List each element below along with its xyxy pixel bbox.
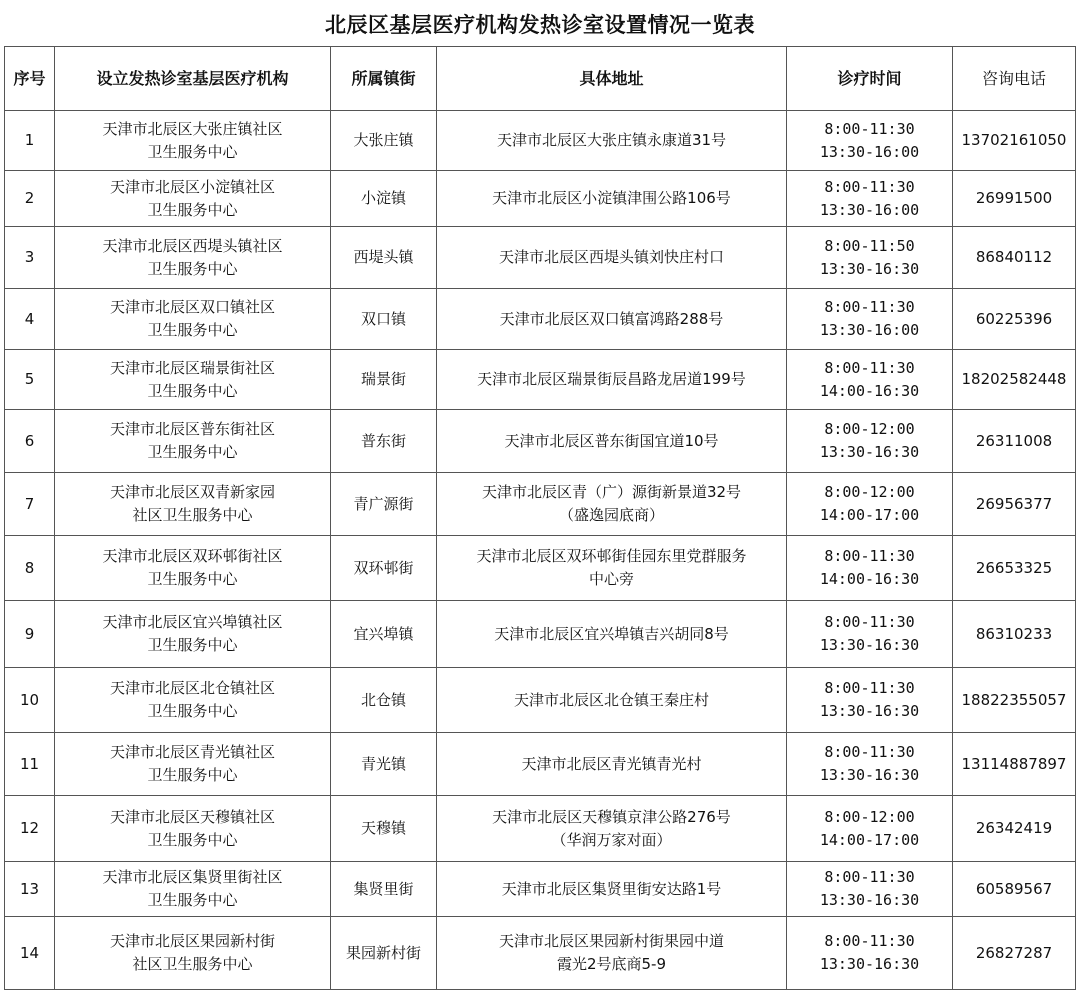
institution-name-line: 卫生服务中心 xyxy=(147,702,238,720)
institution-name-line: 天津市北辰区双青新家园 xyxy=(109,483,275,501)
phone-number: 26991500 xyxy=(953,171,1076,227)
row-number: 12 xyxy=(5,796,55,862)
address-line: 天津市北辰区天穆镇京津公路276号 xyxy=(492,807,731,826)
clinic-hours-line: 8:00-11:30 xyxy=(824,177,915,196)
address xyxy=(437,668,787,733)
clinic-hours-line: 8:00-12:00 xyxy=(824,483,915,501)
institution-name xyxy=(55,350,331,410)
town-name: 集贤里街 xyxy=(331,862,437,917)
address-line: 天津市北辰区双口镇富鸿路288号 xyxy=(499,309,724,328)
row-number: 1 xyxy=(5,111,55,171)
phone-number: 13702161050 xyxy=(953,111,1076,171)
table-row xyxy=(5,862,1076,917)
address xyxy=(437,410,787,473)
address xyxy=(437,536,787,601)
clinic-hours-line: 13:30-16:00 xyxy=(819,321,920,339)
institution-name-line: 卫生服务中心 xyxy=(147,443,238,461)
address-line: 天津市北辰区宜兴埠镇吉兴胡同8号 xyxy=(494,624,729,643)
address-line: （盛逸园底商） xyxy=(558,506,664,524)
clinic-hours xyxy=(787,111,953,171)
clinic-hours-line: 14:00-16:30 xyxy=(819,381,920,400)
address-line: 天津市北辰区北仓镇王秦庄村 xyxy=(513,690,709,709)
address xyxy=(437,917,787,990)
town-name: 青光镇 xyxy=(331,733,437,796)
table-row xyxy=(5,796,1076,862)
clinic-hours-line: 8:00-11:30 xyxy=(824,119,915,138)
clinic-hours xyxy=(787,917,953,990)
institution-name xyxy=(55,536,331,601)
clinic-hours-line: 13:30-16:30 xyxy=(819,443,920,461)
phone-number: 13114887897 xyxy=(953,733,1076,796)
clinic-hours-line: 13:30-16:30 xyxy=(819,766,920,784)
address xyxy=(437,473,787,536)
clinic-hours-line: 8:00-11:30 xyxy=(824,868,915,886)
table-row xyxy=(5,410,1076,473)
table-row xyxy=(5,536,1076,601)
table-title: 北辰区基层医疗机构发热诊室设置情况一览表 xyxy=(325,12,755,37)
address-line: 天津市北辰区青（广）源街新景道32号 xyxy=(481,483,742,501)
clinic-hours xyxy=(787,473,953,536)
clinic-hours xyxy=(787,350,953,410)
phone-number: 18822355057 xyxy=(953,668,1076,733)
address xyxy=(437,289,787,350)
header-address: 具体地址 xyxy=(437,47,787,111)
address xyxy=(437,171,787,227)
clinic-hours xyxy=(787,796,953,862)
address-line: 中心旁 xyxy=(588,570,634,588)
town-name: 双环邨街 xyxy=(331,536,437,601)
table-row xyxy=(5,171,1076,227)
clinic-hours-line: 8:00-11:50 xyxy=(824,236,915,255)
institution-name-line: 社区卫生服务中心 xyxy=(132,506,253,524)
table-row xyxy=(5,289,1076,350)
institution-name xyxy=(55,668,331,733)
institution-name-line: 天津市北辰区西堤头镇社区 xyxy=(102,236,283,255)
institution-name-line: 天津市北辰区果园新村街 xyxy=(109,932,275,950)
town-name: 果园新村街 xyxy=(331,917,437,990)
address xyxy=(437,111,787,171)
clinic-hours-line: 8:00-11:30 xyxy=(824,613,915,631)
institution-name-line: 天津市北辰区天穆镇社区 xyxy=(109,807,275,826)
clinic-hours xyxy=(787,171,953,227)
institution-name-line: 卫生服务中心 xyxy=(147,381,238,400)
clinic-hours-line: 8:00-11:30 xyxy=(824,358,915,377)
row-number: 13 xyxy=(5,862,55,917)
clinic-hours xyxy=(787,733,953,796)
institution-name xyxy=(55,289,331,350)
header-row xyxy=(5,47,1076,111)
clinic-hours xyxy=(787,862,953,917)
table-row xyxy=(5,111,1076,171)
clinic-hours-line: 8:00-12:00 xyxy=(824,420,915,438)
institution-name-line: 卫生服务中心 xyxy=(147,142,238,161)
institution-name-line: 卫生服务中心 xyxy=(147,259,238,278)
town-name: 天穆镇 xyxy=(331,796,437,862)
address xyxy=(437,350,787,410)
town-name: 普东街 xyxy=(331,410,437,473)
institution-name-line: 天津市北辰区双口镇社区 xyxy=(109,298,275,316)
institution-name xyxy=(55,796,331,862)
row-number: 3 xyxy=(5,227,55,289)
institution-name-line: 卫生服务中心 xyxy=(147,636,238,654)
address-line: （华润万家对面） xyxy=(551,830,672,849)
address-line: 天津市北辰区瑞景街辰昌路龙居道199号 xyxy=(477,370,746,388)
phone-number: 26311008 xyxy=(953,410,1076,473)
phone-number: 18202582448 xyxy=(953,350,1076,410)
institution-name-line: 天津市北辰区北仓镇社区 xyxy=(109,679,275,697)
town-name: 青广源街 xyxy=(331,473,437,536)
address-line: 天津市北辰区果园新村街果园中道 xyxy=(498,932,724,950)
clinic-hours xyxy=(787,227,953,289)
clinic-hours-line: 8:00-12:00 xyxy=(824,807,915,826)
institution-name-line: 天津市北辰区双环邨街社区 xyxy=(102,547,283,565)
institution-name-line: 天津市北辰区青光镇社区 xyxy=(109,743,275,761)
address-line: 天津市北辰区大张庄镇永康道31号 xyxy=(496,131,727,149)
header-no: 序号 xyxy=(5,47,55,111)
institution-name-line: 卫生服务中心 xyxy=(147,200,238,219)
address xyxy=(437,227,787,289)
address-line: 天津市北辰区双环邨街佳园东里党群服务 xyxy=(476,547,747,565)
phone-number: 26653325 xyxy=(953,536,1076,601)
header-town: 所属镇街 xyxy=(331,47,437,111)
phone-number: 86840112 xyxy=(953,227,1076,289)
town-name: 瑞景街 xyxy=(331,350,437,410)
institution-name-line: 社区卫生服务中心 xyxy=(132,955,253,973)
institution-name xyxy=(55,410,331,473)
phone-number: 26342419 xyxy=(953,796,1076,862)
phone-number: 86310233 xyxy=(953,601,1076,668)
header-phone: 咨询电话 xyxy=(953,47,1076,111)
clinic-hours xyxy=(787,536,953,601)
institution-name-line: 天津市北辰区普东街社区 xyxy=(109,420,275,438)
address-line: 天津市北辰区西堤头镇刘快庄村口 xyxy=(498,248,724,266)
row-number: 14 xyxy=(5,917,55,990)
clinic-hours xyxy=(787,668,953,733)
institution-name xyxy=(55,473,331,536)
clinic-hours-line: 8:00-11:30 xyxy=(824,679,915,697)
address-line: 天津市北辰区集贤里街安达路1号 xyxy=(501,879,722,898)
clinic-hours-line: 13:30-16:30 xyxy=(819,955,920,973)
clinic-hours-line: 8:00-11:30 xyxy=(824,743,915,761)
clinic-hours-line: 13:30-16:30 xyxy=(819,702,920,720)
institution-name-line: 天津市北辰区大张庄镇社区 xyxy=(102,119,283,138)
institution-name xyxy=(55,601,331,668)
institution-name-line: 天津市北辰区瑞景街社区 xyxy=(109,358,275,377)
address xyxy=(437,601,787,668)
address-line: 天津市北辰区普东街国宜道10号 xyxy=(504,431,719,450)
phone-number: 26956377 xyxy=(953,473,1076,536)
clinic-hours-line: 13:30-16:30 xyxy=(819,891,920,909)
clinic-hours-line: 14:00-16:30 xyxy=(819,570,920,588)
institution-name xyxy=(55,917,331,990)
town-name: 北仓镇 xyxy=(331,668,437,733)
table-row xyxy=(5,917,1076,990)
row-number: 11 xyxy=(5,733,55,796)
table-row xyxy=(5,668,1076,733)
table-row xyxy=(5,350,1076,410)
table-row xyxy=(5,733,1076,796)
table-body xyxy=(5,111,1076,990)
town-name: 宜兴埠镇 xyxy=(331,601,437,668)
institution-name xyxy=(55,733,331,796)
address xyxy=(437,733,787,796)
town-name: 大张庄镇 xyxy=(331,111,437,171)
institution-name xyxy=(55,111,331,171)
row-number: 10 xyxy=(5,668,55,733)
row-number: 2 xyxy=(5,171,55,227)
clinic-hours xyxy=(787,289,953,350)
table-row xyxy=(5,227,1076,289)
header-institution: 设立发热诊室基层医疗机构 xyxy=(55,47,331,111)
clinic-hours-line: 13:30-16:30 xyxy=(819,259,920,278)
clinic-hours-line: 13:30-16:00 xyxy=(819,142,920,161)
institution-name xyxy=(55,862,331,917)
institution-name-line: 卫生服务中心 xyxy=(147,321,238,339)
institution-name xyxy=(55,171,331,227)
phone-number: 60225396 xyxy=(953,289,1076,350)
clinic-hours xyxy=(787,410,953,473)
institution-name-line: 卫生服务中心 xyxy=(147,891,238,909)
institution-name-line: 天津市北辰区集贤里街社区 xyxy=(102,868,283,886)
institution-name xyxy=(55,227,331,289)
clinic-hours-line: 14:00-17:00 xyxy=(819,830,920,849)
table-row xyxy=(5,473,1076,536)
institution-name-line: 卫生服务中心 xyxy=(147,830,238,849)
row-number: 6 xyxy=(5,410,55,473)
institution-name-line: 卫生服务中心 xyxy=(147,570,238,588)
town-name: 西堤头镇 xyxy=(331,227,437,289)
table-row xyxy=(5,601,1076,668)
address xyxy=(437,796,787,862)
fever-clinic-table xyxy=(4,46,1076,990)
institution-name-line: 天津市北辰区小淀镇社区 xyxy=(109,177,275,196)
address-line: 霞光2号底商5-9 xyxy=(556,955,667,973)
row-number: 8 xyxy=(5,536,55,601)
row-number: 5 xyxy=(5,350,55,410)
row-number: 9 xyxy=(5,601,55,668)
clinic-hours-line: 8:00-11:30 xyxy=(824,932,915,950)
clinic-hours xyxy=(787,601,953,668)
phone-number: 26827287 xyxy=(953,917,1076,990)
clinic-hours-line: 13:30-16:30 xyxy=(819,636,920,654)
row-number: 4 xyxy=(5,289,55,350)
phone-number: 60589567 xyxy=(953,862,1076,917)
row-number: 7 xyxy=(5,473,55,536)
header-hours: 诊疗时间 xyxy=(787,47,953,111)
address-line: 天津市北辰区青光镇青光村 xyxy=(521,754,702,773)
clinic-hours-line: 8:00-11:30 xyxy=(824,547,915,565)
institution-name-line: 天津市北辰区宜兴埠镇社区 xyxy=(102,613,283,631)
clinic-hours-line: 13:30-16:00 xyxy=(819,200,920,219)
address xyxy=(437,862,787,917)
address-line: 天津市北辰区小淀镇津围公路106号 xyxy=(492,189,731,207)
clinic-hours-line: 14:00-17:00 xyxy=(819,506,920,524)
town-name: 小淀镇 xyxy=(331,171,437,227)
institution-name-line: 卫生服务中心 xyxy=(147,766,238,784)
clinic-hours-line: 8:00-11:30 xyxy=(824,298,915,316)
town-name: 双口镇 xyxy=(331,289,437,350)
table-header xyxy=(5,47,1076,111)
